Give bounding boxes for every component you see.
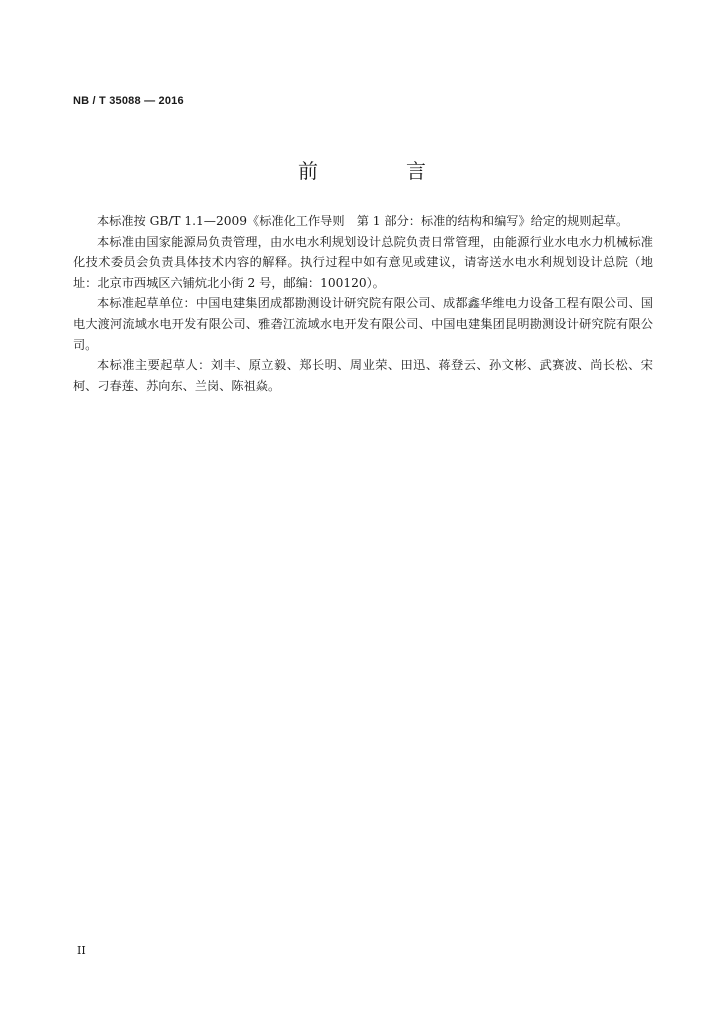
paragraph-drafting-units: 本标准起草单位：中国电建集团成都勘测设计研究院有限公司、成都鑫华维电力设备工程有限公司、国电大渡河流域水电开发有限公司、雅砻江流域水电开发有限公司、中国电建集团昆明勘测设计研究院有限公司。 bbox=[73, 296, 653, 352]
page-number: II bbox=[77, 944, 86, 957]
standard-code: NB / T 35088 — 2016 bbox=[73, 95, 184, 107]
page-title: 前 言 bbox=[298, 159, 460, 183]
paragraph-drafters: 本标准主要起草人：刘丰、原立毅、郑长明、周业荣、田迅、蒋登云、孙文彬、武赛波、尚长松、宋柯、刁春莲、苏向东、兰岗、陈祖焱。 bbox=[73, 358, 653, 393]
paragraph-drafting-rules: 本标准按 GB/T 1.1—2009《标准化工作导则 第 1 部分：标准的结构和编写》给定的规则起草。 bbox=[97, 214, 629, 228]
preface-body bbox=[73, 211, 653, 396]
paragraph-management: 本标准由国家能源局负责管理，由水电水利规划设计总院负责日常管理，由能源行业水电水力机械标准化技术委员会负责具体技术内容的解释。执行过程中如有意见或建议，请寄送水电水利规划设计总院（地址：北京市西城区六铺炕北小街 2 号，邮编：100120）。 bbox=[73, 234, 653, 290]
